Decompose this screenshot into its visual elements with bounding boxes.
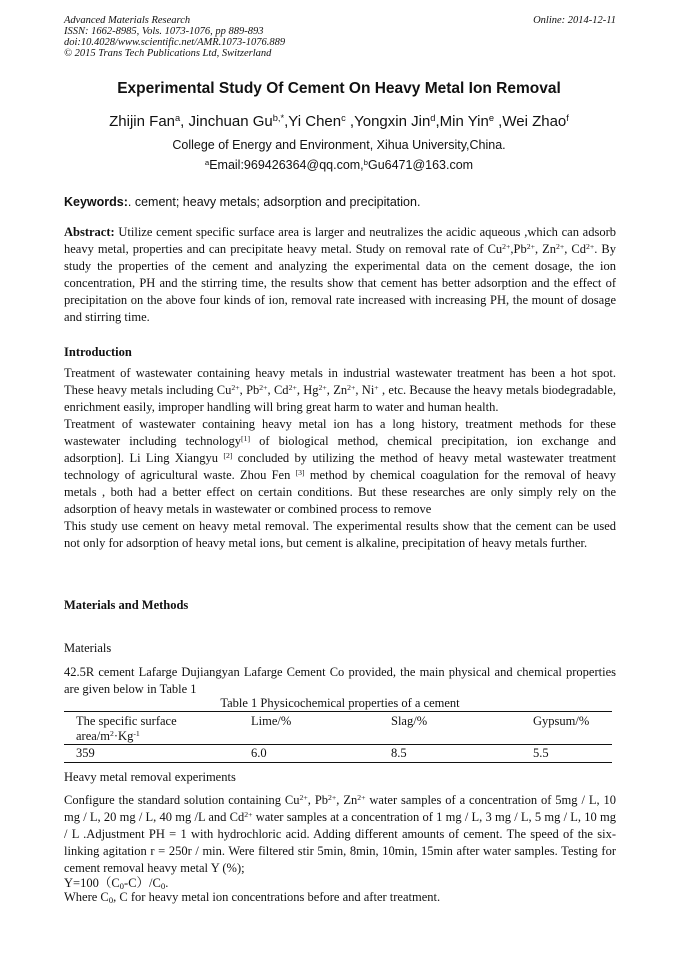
email-b: Gu6471@163.com [367, 158, 474, 172]
journal-issn: ISSN: 1662-8985, Vols. 1073-1076, pp 889-893 [64, 26, 264, 37]
citation: [1] [241, 433, 251, 443]
email-a: Email:969426364@qq.com, [209, 158, 364, 172]
methods-heading: Materials and Methods [64, 598, 189, 612]
removal-formula: $Y=100(C_0-C)/C_0$. [64, 876, 169, 891]
table-cell: 359 [64, 745, 239, 763]
materials-subheading: Materials [64, 641, 112, 655]
author-mark: f [566, 112, 569, 123]
email-line: $^a$Email:969426364@qq.com,$^b$Gu6471@163.com [204, 157, 474, 172]
keywords-label: Keywords: [64, 195, 128, 209]
table-header-row [64, 712, 612, 745]
author-list: Zhijin Fan$^a$, Jinchuan $Gu^{b,*},Yi$ Chen$^c$ ,Yongxin Jin$^d$,Min Yin$^e$ ,Wei Zhao$^f$ [109, 112, 569, 130]
citation: [3] [295, 467, 305, 477]
journal-name: Advanced Materials Research [64, 15, 191, 26]
table-caption: Table 1 Physicochemical properties of a cement [220, 696, 460, 710]
author-name: Yi Chen [288, 113, 342, 130]
formula-explanation: Where $C_0$, C for heavy metal ion concentrations before and after treatment. [64, 890, 441, 905]
table-row [64, 745, 612, 763]
table-header-cell: Gypsum/% [521, 712, 612, 745]
table-header-cell: Lime/% [239, 712, 379, 745]
author-name: Jinchuan Gu [188, 113, 273, 130]
table-cell: 5.5 [521, 745, 612, 763]
materials-text: 42.5R cement Lafarge Dujiangyan Lafarge Cement Co provided, the main physical and chemical properties are given below in Table 1 [64, 665, 616, 696]
author-name: Wei Zhao [502, 113, 567, 130]
journal-doi: doi:10.4028/www.scientific.net/AMR.1073-1076.889 [64, 37, 286, 48]
author-mark: c [341, 112, 346, 123]
author-mark: d [430, 112, 436, 123]
experiments-text: Configure the standard solution containing $Cu^{2+}$, $Pb^{2+}$, $Zn^{2+}$ water samples of a concentration of 5mg / L, 10 mg / L, 20 mg / L, 40 mg /L and $Cd^{2+}$ water samples at a concentration of 1 mg / L, 3 mg / L, 5 mg / L, 10 mg / L .Adjustment PH = 1 with hydrochloric acid. Adding different amounts of cement. The speed of the six-linking agitation r = 250r / min. Were filtered stir 5min, 8min, 10min, 15min after water samples. Testing for cement removal heavy metal Y (%); [64, 792, 617, 875]
properties-table [64, 711, 612, 763]
author-mark: e [488, 112, 494, 123]
author-name: Yongxin Jin [354, 113, 431, 130]
author-name: Min Yin [439, 113, 489, 130]
paragraph: This study use cement on heavy metal removal. The experimental results show that the cement can be used not only for adsorption of heavy metal ions, but cement is alkaline, precipitation of heavy metals further. [64, 519, 616, 550]
table-header-cell: The specific surface area/$m^2\cdot Kg^{-1}$ [64, 712, 239, 745]
paragraph: Treatment of wastewater containing heavy metal ion has a long history, treatment methods for these wastewater including technology[1] of biological method, chemical precipitation, ion exchange and adsorption]. Li Ling Xiangyu [2] concluded by utilizing the method of heavy metal wastewater treatment technology of agricultural waste. Zhou Fen [3] method by chemical coagulation for the removal of heavy metals , both had a better effect on certain conditions. But these researches are only simply rely on the adsorption of heavy metals in wastewater or combined process to remove [64, 417, 616, 516]
author-mark: b,* [272, 112, 285, 123]
citation: [2] [223, 450, 233, 460]
experiments-subheading: Heavy metal removal experiments [64, 770, 236, 784]
paper-title: Experimental Study Of Cement On Heavy Metal Ion Removal [117, 80, 561, 97]
keywords [64, 195, 616, 209]
journal-copyright: © 2015 Trans Tech Publications Ltd, Switzerland [64, 48, 272, 59]
author-name: Zhijin Fan [109, 113, 175, 130]
introduction-body [64, 365, 616, 552]
paragraph: Treatment of wastewater containing heavy metals in industrial wastewater treatment has been a hot spot. These heavy metals including $Cu^{2+}$, $Pb^{2+}$, $Cd^{2+}$, $Hg^{2+}$, $Zn^{2+}$, Ni+ , etc. Because the heavy metals biodegradable, enrichment easily, improper handling will bring great harm to water and human health. [64, 366, 616, 414]
author-mark: a [175, 112, 181, 123]
table-cell: 6.0 [239, 745, 379, 763]
introduction-heading: Introduction [64, 345, 132, 359]
abstract-label: Abstract: [64, 225, 115, 239]
abstract: Abstract: Utilize cement specific surface area is larger and neutralizes the acidic aqueous ,which can adsorb heavy metal, properties and can precipitate heavy metal. Study on removal rate of $Cu^{2+},Pb^{2+}$, $Zn^{2+}$, $Cd^{2+}$. By study the properties of the cement and analyzing the experimental data on the cement dosage, the ion concentration, PH and the stirring time, the results show that cement has better adsorption and the effect of precipitation on the above four kinds of ion, removal rate increased with increasing PH, the mount of dosage and stirring time. [64, 225, 616, 324]
table-header-cell: Slag/% [379, 712, 521, 745]
table-cell: 8.5 [379, 745, 521, 763]
affiliation: College of Energy and Environment, Xihua University,China. [172, 138, 506, 152]
keywords-text: . cement; heavy metals; adsorption and precipitation. [127, 195, 421, 209]
online-date: Online: 2014-12-11 [533, 15, 616, 26]
journal-header [64, 15, 616, 59]
